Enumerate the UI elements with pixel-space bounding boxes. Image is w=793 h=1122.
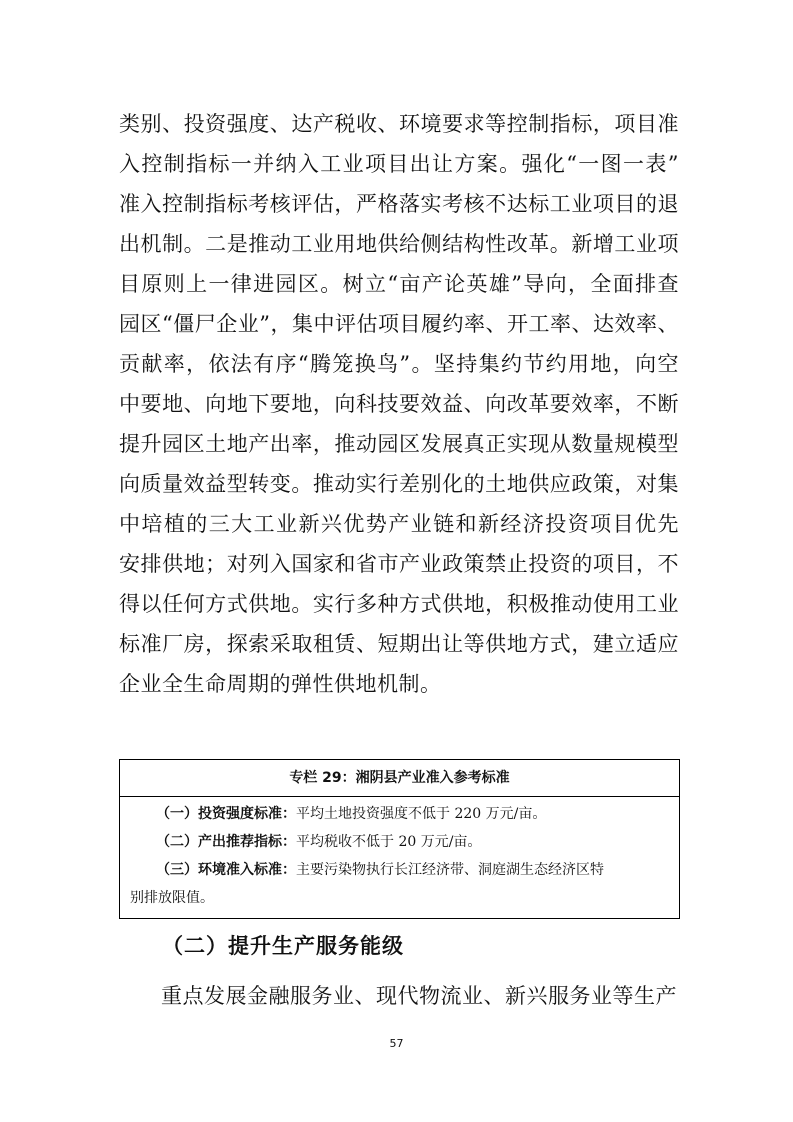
body-paragraph: [119, 104, 679, 704]
body-line: 准入控制指标考核评估，严格落实考核不达标工业项目的退: [119, 192, 679, 216]
body-line: 企业全生命周期的弹性供地机制。: [119, 672, 442, 696]
box-item-value-continued: 别排放限值。: [130, 890, 214, 906]
body-line: 园区“僵尸企业”，集中评估项目履约率、开工率、达效率、: [119, 312, 679, 336]
body-line: 类别、投资强度、达产税收、环境要求等控制指标，项目准: [119, 112, 679, 136]
feature-box: [119, 759, 680, 919]
body-line: 目原则上一律进园区。树立“亩产论英雄”导向，全面排查: [119, 272, 679, 296]
box-item-label: （二）产出推荐指标：: [156, 834, 296, 850]
box-item-label: （三）环境准入标准：: [156, 862, 296, 878]
body-line: 贡献率，依法有序“腾笼换鸟”。坚持集约节约用地，向空: [119, 352, 679, 376]
box-item-continuation: [130, 884, 669, 912]
second-paragraph: [119, 976, 679, 1016]
box-item-value: 平均土地投资强度不低于 220 万元/亩。: [296, 806, 547, 822]
body-line: 出机制。二是推动工业用地供给侧结构性改革。新增工业项: [119, 232, 679, 256]
box-item-value: 主要污染物执行长江经济带、洞庭湖生态经济区特: [296, 862, 604, 878]
body-line: 标准厂房，探索采取租赁、短期出让等供地方式，建立适应: [119, 632, 679, 656]
box-item-output: [130, 828, 669, 856]
box-item-environment: [130, 856, 669, 884]
body-line: 向质量效益型转变。推动实行差别化的土地供应政策，对集: [119, 472, 679, 496]
body-line: 提升园区土地产出率，推动园区发展真正实现从数量规模型: [119, 432, 679, 456]
box-title: 专栏 29：湘阴县产业准入参考标准: [120, 760, 679, 797]
body-line: 安排供地；对列入国家和省市产业政策禁止投资的项目，不: [119, 552, 679, 576]
box-item-label: （一）投资强度标准：: [156, 806, 296, 822]
body-line: 中培植的三大工业新兴优势产业链和新经济投资项目优先: [119, 512, 679, 536]
body-line: 得以任何方式供地。实行多种方式供地，积极推动使用工业: [119, 592, 679, 616]
body-line: 入控制指标一并纳入工业项目出让方案。强化“一图一表”: [119, 152, 679, 176]
box-item-value: 平均税收不低于 20 万元/亩。: [296, 834, 482, 850]
body-line: 中要地、向地下要地，向科技要效益、向改革要效率，不断: [119, 392, 679, 416]
box-item-investment: [130, 800, 669, 828]
body-line: 重点发展金融服务业、现代物流业、新兴服务业等生产: [161, 984, 677, 1008]
box-body: [120, 797, 679, 912]
page-number: 57: [389, 1037, 404, 1050]
section-heading: （二）提升生产服务能级: [162, 934, 404, 958]
